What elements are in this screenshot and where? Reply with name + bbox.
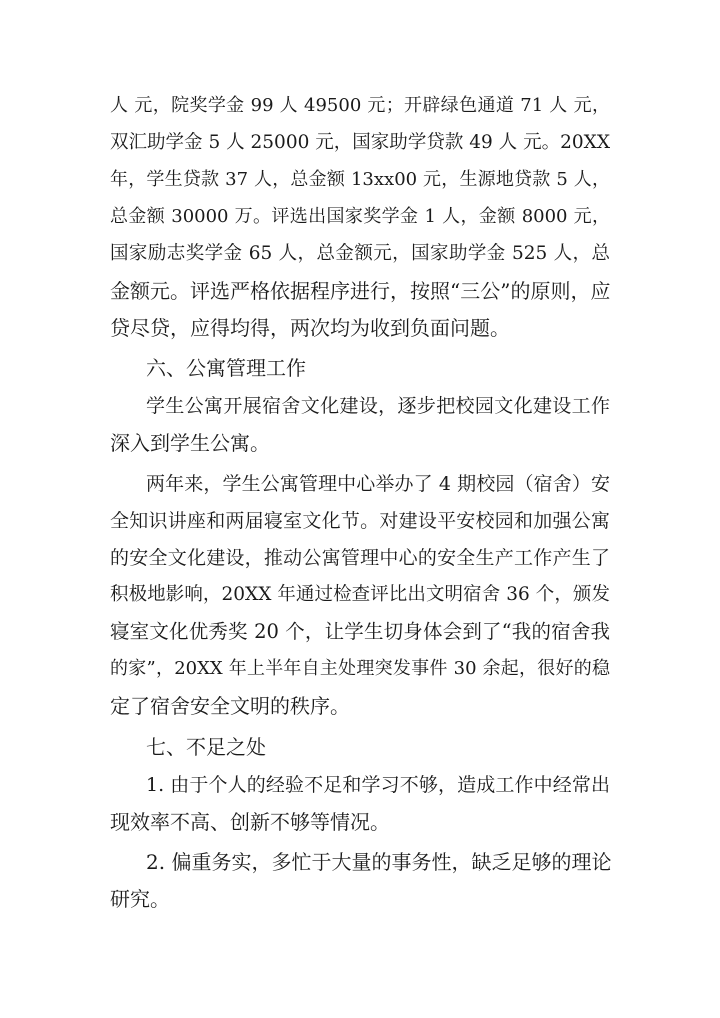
text-line: 全知识讲座和两届寝室文化节。对建设平安校园和加强公寓 (110, 510, 610, 532)
text-line: 2. 偏重务实，多忙于大量的事务性，缺乏足够的理论 (146, 850, 612, 874)
section-heading: 六、公寓管理工作 (146, 356, 306, 380)
text-line: 定了宿舍安全文明的秩序。 (110, 694, 350, 718)
section-heading: 七、不足之处 (146, 735, 266, 759)
text-line: 学生公寓开展宿舍文化建设，逐步把校园文化建设工作 (146, 395, 610, 417)
text-line: 总金额 30000 万。评选出国家奖学金 1 人，金额 8000 元， (110, 206, 610, 227)
text-line: 年，学生贷款 37 人，总金额 13xx00 元，生源地贷款 5 人， (110, 169, 610, 190)
text-line: 积极地影响，20XX 年通过检查评比出文明宿舍 36 个，颁发 (110, 584, 610, 605)
text-line: 金额元。评选严格依据程序进行，按照“三公”的原则，应 (110, 279, 611, 303)
text-line: 人 元，院奖学金 99 人 49500 元；开辟绿色通道 71 人 元， (110, 95, 610, 116)
text-line: 1. 由于个人的经验不足和学习不够，造成工作中经常出 (146, 774, 610, 796)
text-line: 研究。 (110, 887, 170, 911)
text-line: 两年来，学生公寓管理中心举办了 4 期校园（宿舍）安 (146, 473, 610, 495)
text-line: 双汇助学金 5 人 25000 元，国家助学贷款 49 人 元。20XX (110, 132, 610, 153)
text-line: 现效率不高、创新不够等情况。 (110, 810, 390, 834)
text-line: 寝室文化优秀奖 20 个，让学生切身体会到了“我的宿舍我 (110, 620, 610, 643)
text-line: 国家励志奖学金 65 人，总金额元，国家助学金 525 人，总 (110, 243, 610, 264)
text-line: 的家”，20XX 年上半年自主处理突发事件 30 余起，很好的稳 (110, 658, 610, 679)
text-line: 贷尽贷，应得均得，两次均为收到负面问题。 (110, 316, 510, 340)
text-line: 的安全文化建设，推动公寓管理中心的安全生产工作产生了 (110, 547, 610, 569)
text-line: 深入到学生公寓。 (110, 431, 270, 455)
